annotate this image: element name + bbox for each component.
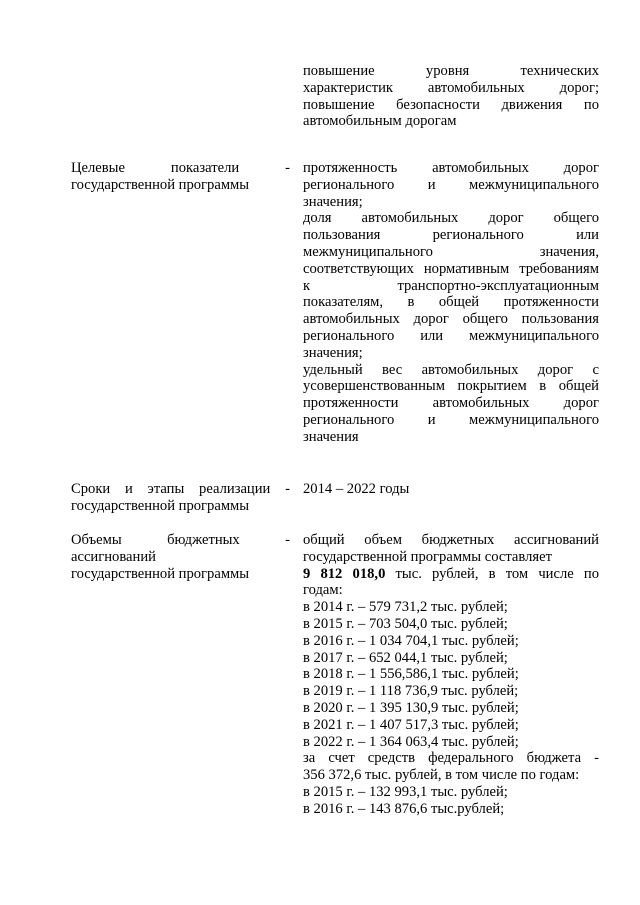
text-line: государственной программы составляет: [303, 548, 552, 565]
terms-value: [303, 481, 599, 498]
text-line: значения;: [303, 193, 363, 210]
text-line: межмуниципального значения,: [303, 243, 599, 260]
total-line: [303, 566, 599, 583]
year-line: в 2016 г. – 143 876,6 тыс.рублей;: [303, 800, 505, 817]
budget-value: [303, 532, 599, 818]
text-line: удельный вес автомобильных дорог с: [303, 361, 599, 378]
year-line: в 2022 г. – 1 364 063,4 тыс. рублей;: [303, 733, 519, 750]
label-line: Сроки и этапы реализации -: [71, 481, 290, 497]
text-line: годам:: [303, 582, 343, 599]
label-line: государственной программы: [71, 565, 250, 582]
text-line: за счет средств федерального бюджета -: [303, 750, 599, 767]
target-indicators-label: [71, 160, 290, 194]
text-line: протяженности автомобильных дорог: [303, 395, 599, 412]
target-indicators-value: [303, 160, 599, 446]
tasks-value: [303, 63, 599, 130]
total-rest: тыс. рублей, в том числе по: [385, 565, 599, 582]
text-line: повышение уровня технических: [303, 63, 599, 79]
label-line: Целевые показатели -: [71, 160, 290, 176]
text-line: пользования регионального или: [303, 227, 599, 244]
text-line: усовершенствованным покрытием в общей: [303, 378, 599, 395]
text-line: соответствующих нормативным требованиям: [303, 260, 599, 277]
year-line: в 2021 г. – 1 407 517,3 тыс. рублей;: [303, 716, 519, 733]
total-amount: 9 812 018,0: [303, 565, 386, 582]
text-line: значения;: [303, 344, 363, 361]
text-line: значения: [303, 428, 359, 445]
year-line: в 2015 г. – 703 504,0 тыс. рублей;: [303, 615, 508, 632]
label-line: государственной программы: [71, 176, 250, 193]
year-line: в 2018 г. – 1 556,586,1 тыс. рублей;: [303, 666, 519, 683]
year-line: в 2017 г. – 652 044,1 тыс. рублей;: [303, 649, 508, 666]
text-line: 2014 – 2022 годы: [303, 481, 410, 497]
text-line: регионального или межмуниципального: [303, 327, 599, 344]
text-line: характеристик автомобильных дорог;: [303, 79, 599, 96]
text-line: 356 372,6 тыс. рублей, в том числе по годам:: [303, 767, 580, 784]
text-line: к транспортно-эксплуатационным: [303, 277, 599, 294]
year-line: в 2016 г. – 1 034 704,1 тыс. рублей;: [303, 632, 519, 649]
budget-label: [71, 532, 290, 582]
label-line: ассигнований: [71, 548, 156, 565]
text-line: протяженность автомобильных дорог: [303, 160, 599, 176]
year-line: в 2014 г. – 579 731,2 тыс. рублей;: [303, 599, 508, 616]
text-line: автомобильных дорог общего пользования: [303, 311, 599, 328]
year-line: в 2019 г. – 1 118 736,9 тыс. рублей;: [303, 683, 519, 700]
text-line: показателям, в общей протяженности: [303, 294, 599, 311]
terms-label: [71, 481, 290, 515]
year-line: в 2015 г. – 132 993,1 тыс. рублей;: [303, 783, 508, 800]
label-line: Объемы бюджетных -: [71, 532, 290, 548]
text-line: регионального и межмуниципального: [303, 411, 599, 428]
text-line: общий объем бюджетных ассигнований: [303, 532, 599, 548]
label-line: государственной программы: [71, 497, 250, 514]
text-line: автомобильным дорогам: [303, 113, 457, 130]
text-line: повышение безопасности движения по: [303, 96, 599, 113]
year-line: в 2020 г. – 1 395 130,9 тыс. рублей;: [303, 699, 519, 716]
text-line: доля автомобильных дорог общего: [303, 210, 599, 227]
text-line: регионального и межмуниципального: [303, 176, 599, 193]
